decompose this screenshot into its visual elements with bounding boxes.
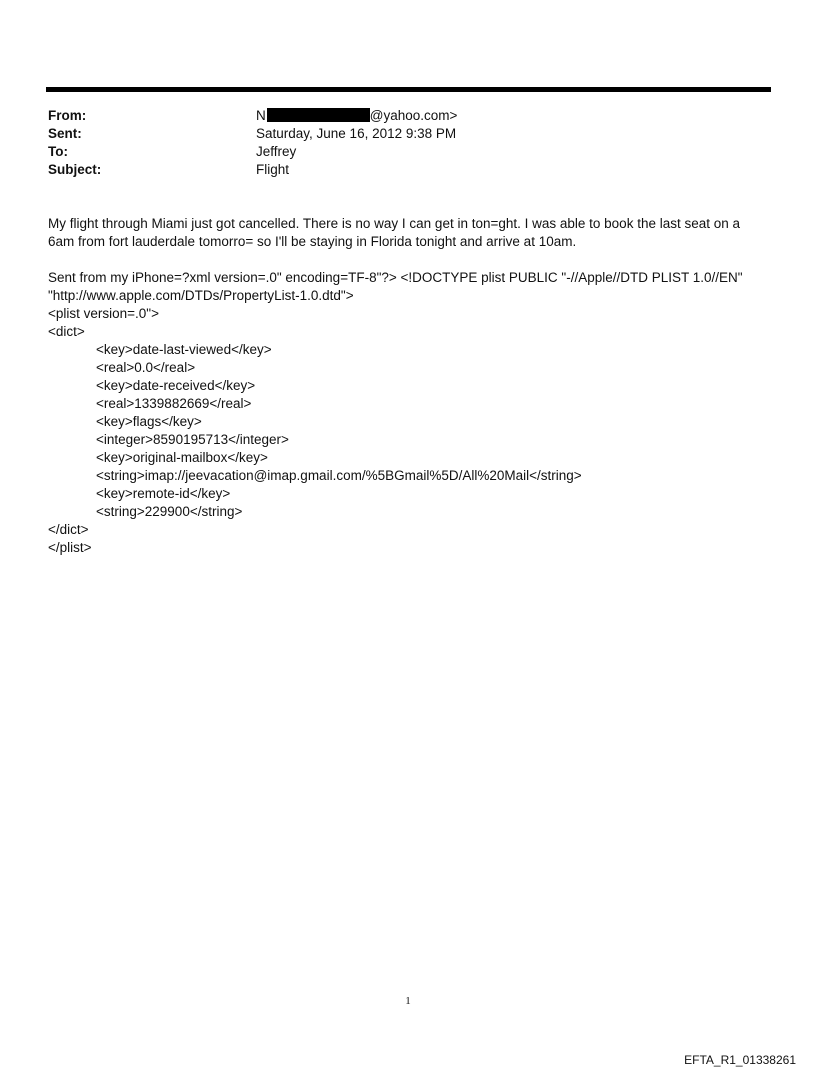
dict-line: <key>original-mailbox</key> — [96, 450, 268, 465]
from-prefix: N — [256, 108, 266, 123]
to-row — [48, 143, 748, 161]
dict-line: <string>imap://jeevacation@imap.gmail.com/%5BGmail%5D/All%20Mail</string> — [96, 468, 582, 483]
document-id: EFTA_R1_01338261 — [684, 1053, 796, 1067]
plist-block — [48, 269, 763, 557]
dict-line: <string>229900</string> — [96, 504, 243, 519]
sent-from-line: Sent from my iPhone=?xml version=.0" encoding=TF-8"?> <!DOCTYPE plist PUBLIC "-//Apple//DTD PLIST 1.0//EN" — [48, 270, 743, 285]
sent-label: Sent: — [48, 126, 82, 141]
dict-line: <real>0.0</real> — [96, 360, 196, 375]
dict-open-line: <dict> — [48, 324, 85, 339]
dict-line: <key>flags</key> — [96, 414, 202, 429]
page-number: 1 — [405, 995, 411, 1007]
from-value — [256, 107, 748, 125]
from-label: From: — [48, 108, 87, 123]
to-value: Jeffrey — [256, 144, 297, 159]
plist-open-line: <plist version=.0"> — [48, 306, 159, 321]
subject-row — [48, 161, 748, 179]
message-paragraph: My flight through Miami just got cancelled. There is no way I can get in ton=ght. I was able to book the last seat on a 6am from fort lauderdale tomorro= so I'll be staying in Florida tonight and arrive at 10am. — [48, 216, 744, 249]
from-row — [48, 107, 748, 125]
doctype-url-line: "http://www.apple.com/DTDs/PropertyList-1.0.dtd"> — [48, 288, 354, 303]
sent-value: Saturday, June 16, 2012 9:38 PM — [256, 126, 457, 141]
dict-line: <integer>8590195713</integer> — [96, 432, 289, 447]
sent-row — [48, 125, 748, 143]
dict-line: <key>date-received</key> — [96, 378, 256, 393]
email-header — [48, 107, 748, 179]
header-divider — [46, 87, 771, 92]
dict-line: <key>remote-id</key> — [96, 486, 231, 501]
dict-line: <key>date-last-viewed</key> — [96, 342, 272, 357]
subject-value: Flight — [256, 162, 290, 177]
plist-close-line: </plist> — [48, 540, 92, 555]
redaction-box — [267, 108, 370, 122]
subject-label: Subject: — [48, 162, 102, 177]
from-suffix: @yahoo.com> — [369, 108, 458, 123]
to-label: To: — [48, 144, 68, 159]
dict-line: <real>1339882669</real> — [96, 396, 252, 411]
dict-close-line: </dict> — [48, 522, 89, 537]
email-body — [48, 215, 763, 557]
